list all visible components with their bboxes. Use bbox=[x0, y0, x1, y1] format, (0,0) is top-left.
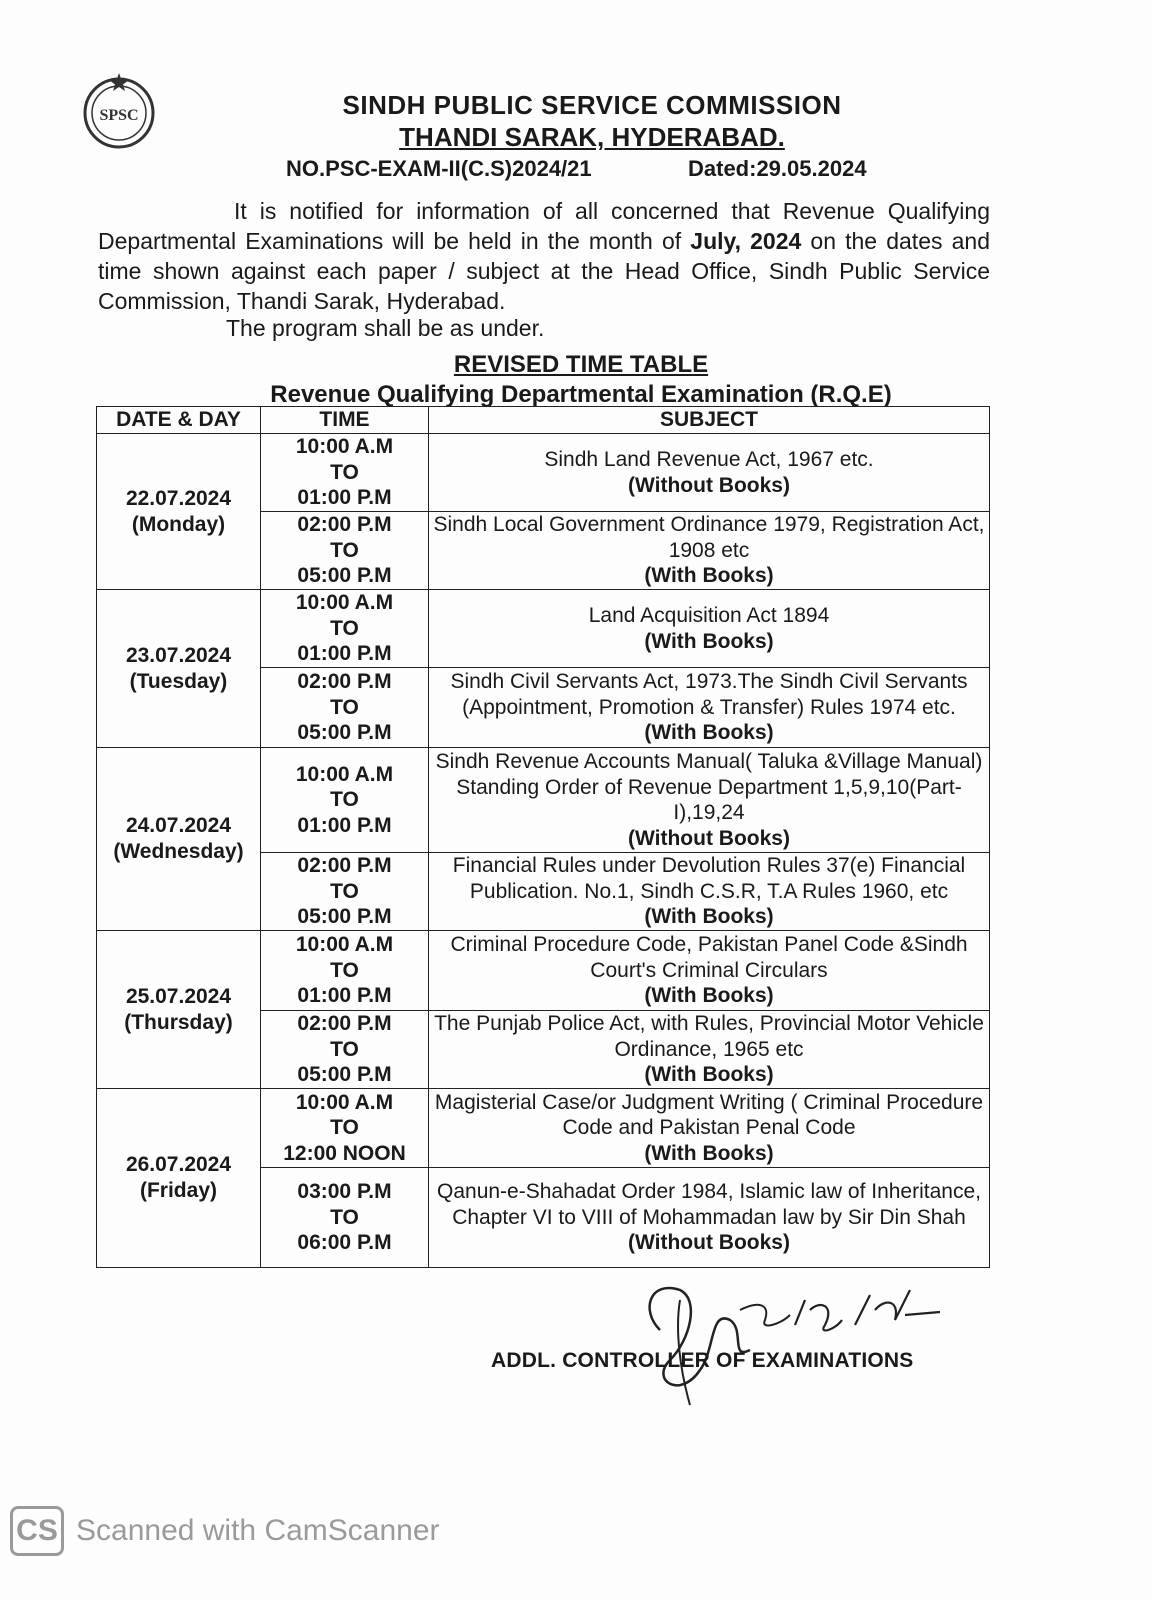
exam-subject-cell bbox=[429, 748, 990, 853]
start-time: 10:00 A.M bbox=[295, 762, 394, 786]
end-time: 05:00 P.M bbox=[297, 564, 392, 588]
books-policy: (With Books) bbox=[644, 1141, 774, 1165]
start-time: 02:00 P.M bbox=[297, 670, 392, 694]
organization-name: SINDH PUBLIC SERVICE COMMISSION bbox=[342, 90, 842, 120]
exam-time-cell bbox=[261, 853, 429, 931]
notice-text-b: on the dates and time shown against each paper / subject at the Head Office, Sindh Public Service Commission, Thandi Sarak, Hyderabad. bbox=[98, 228, 990, 314]
books-policy: (With Books) bbox=[644, 564, 774, 588]
column-header-subject: SUBJECT bbox=[429, 407, 990, 434]
subject-name: Sindh Civil Servants Act, 1973.The Sindh Civil Servants (Appointment, Promotion & Transfer) Rules 1974 etc. bbox=[450, 670, 968, 719]
exam-subject-cell bbox=[429, 853, 990, 931]
time-separator: TO bbox=[330, 695, 359, 719]
notice-text-a: It is notified for information of all concerned that Revenue Qualifying Departmental Examinations will be held in the month of bbox=[98, 198, 990, 254]
exam-day: (Monday) bbox=[131, 512, 226, 536]
end-time: 01:00 P.M bbox=[297, 813, 392, 837]
exam-time-cell bbox=[261, 512, 429, 590]
reference-number: NO.PSC-EXAM-II(C.S)2024/21 bbox=[286, 156, 592, 181]
exam-date-cell bbox=[97, 590, 261, 748]
subject-name: Magisterial Case/or Judgment Writing ( Criminal Procedure Code and Pakistan Penal Code bbox=[434, 1090, 984, 1140]
time-separator: TO bbox=[330, 616, 359, 640]
table-header-row bbox=[97, 407, 990, 434]
spsc-logo bbox=[78, 70, 160, 152]
time-separator: TO bbox=[330, 788, 359, 812]
subject-name: Sindh Revenue Accounts Manual( Taluka &Village Manual) Standing Order of Revenue Department 1,5,9,10(Part-I),19,24 bbox=[435, 750, 983, 824]
end-time: 01:00 P.M bbox=[297, 984, 392, 1008]
exam-date-cell bbox=[97, 931, 261, 1089]
books-policy: (Without Books) bbox=[628, 473, 790, 497]
exam-day: (Friday) bbox=[139, 1179, 217, 1202]
exam-subject-cell bbox=[429, 590, 990, 668]
end-time: 01:00 P.M bbox=[297, 642, 392, 666]
subject-name: Financial Rules under Devolution Rules 37(e) Financial Publication. No.1, Sindh C.S.R, T.A Rules 1960, etc bbox=[452, 854, 966, 903]
table-row bbox=[97, 748, 990, 853]
exam-day: (Wednesday) bbox=[113, 840, 244, 863]
exam-day: (Thursday) bbox=[124, 1010, 233, 1034]
exam-time-cell bbox=[261, 434, 429, 512]
exam-subject-cell bbox=[429, 1168, 990, 1268]
end-time: 05:00 P.M bbox=[297, 1063, 392, 1087]
time-separator: TO bbox=[330, 879, 359, 903]
exam-time-cell bbox=[261, 1011, 429, 1089]
exam-month: July, 2024 bbox=[690, 228, 802, 254]
subject-name: Criminal Procedure Code, Pakistan Panel Code &Sindh Court's Criminal Circulars bbox=[450, 933, 968, 982]
organization-address: THANDI SARAK, HYDERABAD. bbox=[399, 122, 785, 152]
revised-timetable-title: REVISED TIME TABLE bbox=[453, 351, 709, 378]
books-policy: (With Books) bbox=[644, 629, 774, 653]
exam-date: 26.07.2024 bbox=[125, 1153, 232, 1176]
subject-name: Qanun-e-Shahadat Order 1984, Islamic law of Inheritance, Chapter VI to VIII of Mohammadan law by Sir Din Shah bbox=[437, 1180, 981, 1229]
table-row bbox=[97, 590, 990, 668]
column-header-date: DATE & DAY bbox=[97, 407, 261, 434]
start-time: 10:00 A.M bbox=[295, 933, 394, 957]
start-time: 10:00 A.M bbox=[295, 591, 394, 615]
start-time: 02:00 P.M bbox=[297, 1012, 392, 1036]
time-separator: TO bbox=[330, 958, 359, 982]
end-time: 12:00 NOON bbox=[283, 1141, 406, 1165]
exam-time-cell bbox=[261, 1168, 429, 1268]
exam-subject-cell bbox=[429, 931, 990, 1011]
svg-text:SPSC: SPSC bbox=[99, 107, 139, 124]
exam-subject-cell bbox=[429, 1011, 990, 1089]
end-time: 05:00 P.M bbox=[297, 905, 392, 929]
exam-date-cell bbox=[97, 748, 261, 931]
exam-date: 22.07.2024 bbox=[125, 486, 232, 510]
table-row bbox=[97, 1089, 990, 1168]
table-row bbox=[97, 931, 990, 1011]
exam-timetable bbox=[96, 406, 990, 1268]
signatory-designation: ADDL. CONTROLLER OF EXAMINATIONS bbox=[491, 1349, 914, 1372]
exam-time-cell bbox=[261, 748, 429, 853]
exam-subject-cell bbox=[429, 512, 990, 590]
table-row bbox=[97, 434, 990, 512]
exam-time-cell bbox=[261, 668, 429, 748]
books-policy: (With Books) bbox=[644, 984, 774, 1008]
exam-date: 25.07.2024 bbox=[125, 984, 232, 1008]
column-header-time: TIME bbox=[261, 407, 429, 434]
books-policy: (Without Books) bbox=[628, 1231, 790, 1255]
end-time: 01:00 P.M bbox=[297, 486, 392, 510]
end-time: 05:00 P.M bbox=[297, 721, 392, 745]
subject-name: Sindh Local Government Ordinance 1979, Registration Act, 1908 etc bbox=[433, 513, 985, 562]
exam-date: 23.07.2024 bbox=[125, 643, 232, 667]
program-intro: The program shall be as under. bbox=[226, 315, 545, 341]
start-time: 02:00 P.M bbox=[297, 513, 392, 537]
start-time: 03:00 P.M bbox=[297, 1180, 392, 1204]
camscanner-logo: CS bbox=[10, 1506, 64, 1556]
start-time: 02:00 P.M bbox=[297, 854, 392, 878]
books-policy: (With Books) bbox=[644, 721, 774, 745]
time-separator: TO bbox=[330, 1037, 359, 1061]
exam-subject-cell bbox=[429, 434, 990, 512]
exam-subject-cell bbox=[429, 668, 990, 748]
books-policy: (With Books) bbox=[644, 905, 774, 929]
time-separator: TO bbox=[330, 1205, 359, 1229]
books-policy: (With Books) bbox=[644, 1063, 774, 1087]
exam-date: 24.07.2024 bbox=[125, 814, 232, 837]
exam-title: Revenue Qualifying Departmental Examination (R.Q.E) bbox=[270, 381, 892, 408]
notice-paragraph bbox=[98, 196, 990, 316]
subject-name: Sindh Land Revenue Act, 1967 etc. bbox=[544, 448, 874, 471]
exam-time-cell bbox=[261, 1089, 429, 1168]
handwritten-signature bbox=[620, 1270, 950, 1410]
subject-name: The Punjab Police Act, with Rules, Provincial Motor Vehicle Ordinance, 1965 etc bbox=[434, 1012, 984, 1061]
time-separator: TO bbox=[330, 1116, 359, 1140]
end-time: 06:00 P.M bbox=[297, 1231, 392, 1255]
time-separator: TO bbox=[330, 538, 359, 562]
notice-date: Dated:29.05.2024 bbox=[688, 156, 867, 181]
camscanner-watermark bbox=[10, 1506, 440, 1556]
exam-subject-cell bbox=[429, 1089, 990, 1168]
start-time: 10:00 A.M bbox=[295, 435, 394, 459]
start-time: 10:00 A.M bbox=[295, 1090, 394, 1114]
camscanner-text: Scanned with CamScanner bbox=[76, 1514, 440, 1547]
time-separator: TO bbox=[330, 460, 359, 484]
exam-time-cell bbox=[261, 590, 429, 668]
exam-date-cell bbox=[97, 1089, 261, 1268]
exam-date-cell bbox=[97, 434, 261, 590]
books-policy: (Without Books) bbox=[628, 826, 790, 850]
subject-name: Land Acquisition Act 1894 bbox=[588, 604, 830, 627]
exam-day: (Tuesday) bbox=[129, 669, 228, 693]
exam-time-cell bbox=[261, 931, 429, 1011]
